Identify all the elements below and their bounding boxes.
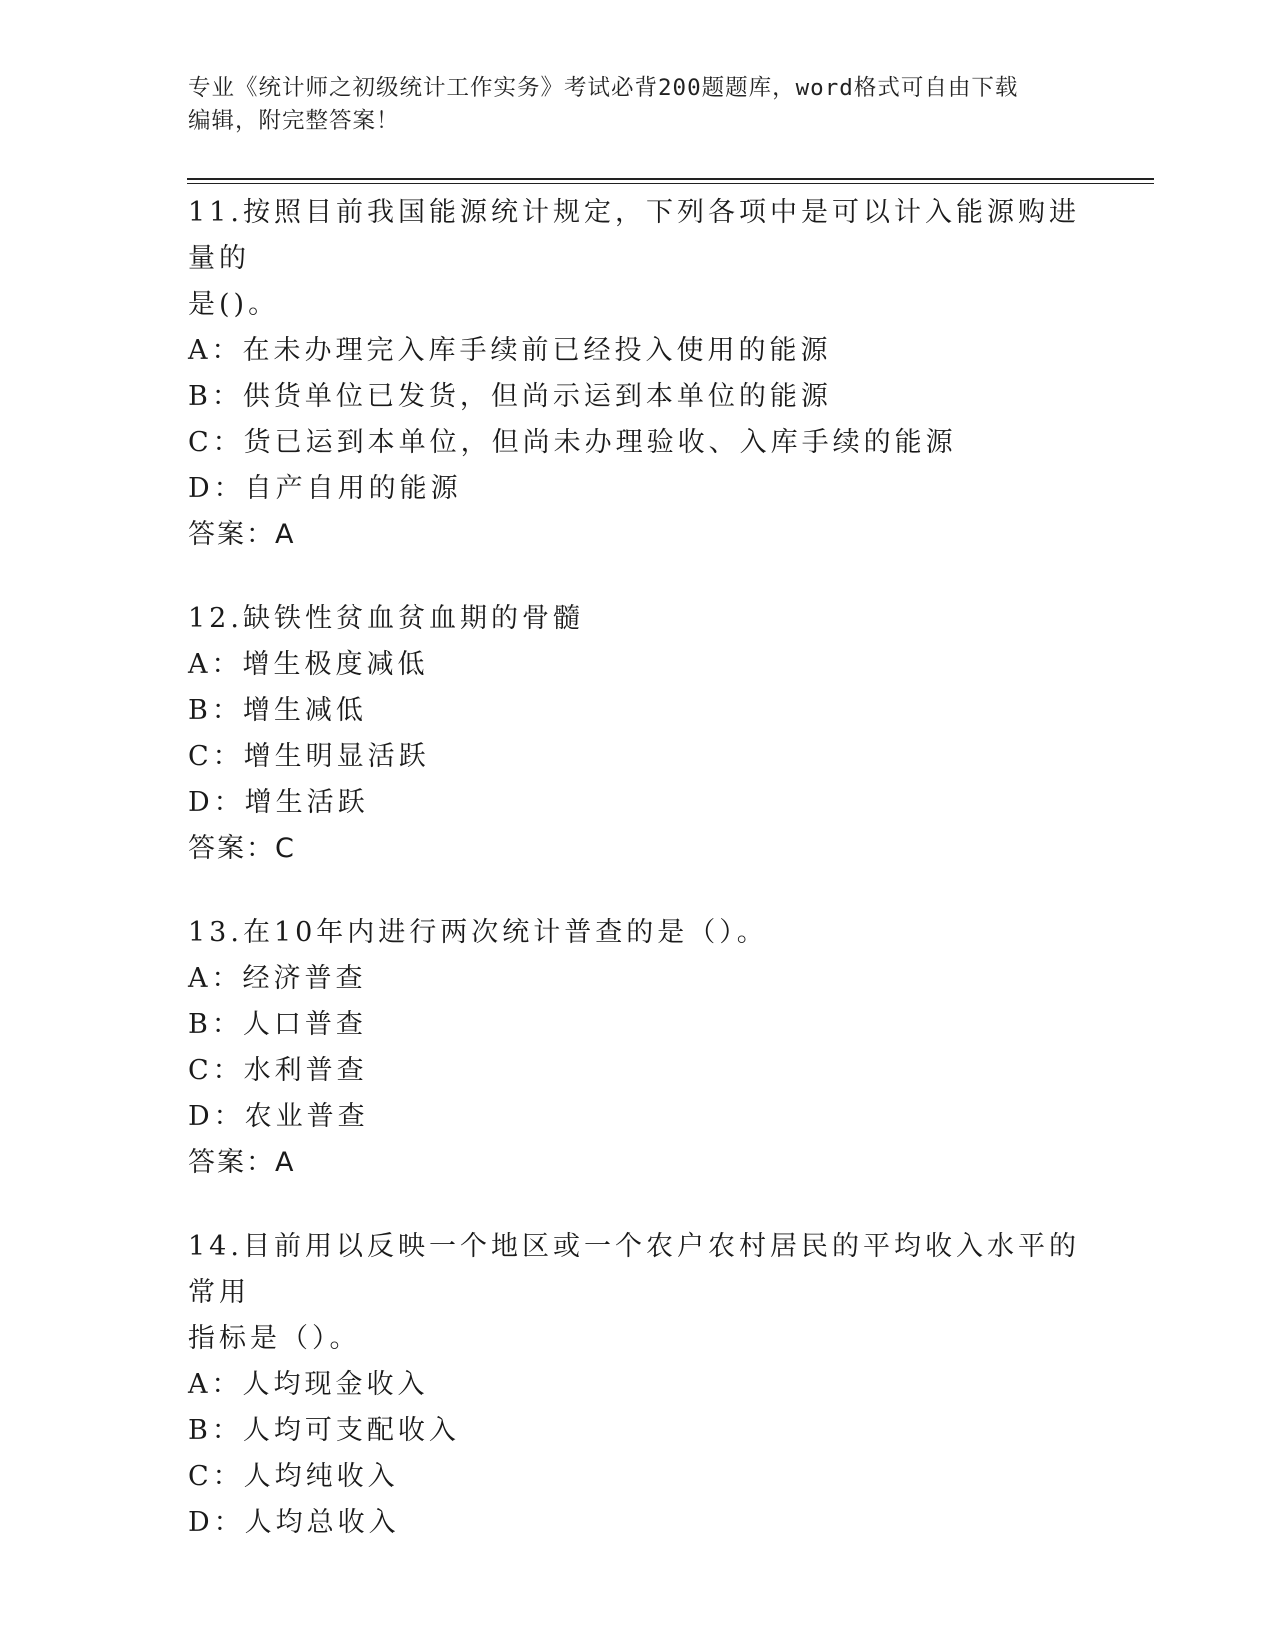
question-11 bbox=[188, 190, 1088, 558]
answer-text: 答案：A bbox=[188, 1147, 296, 1178]
question-stem bbox=[188, 596, 1088, 642]
option-c: C：人均纯收入 bbox=[188, 1461, 399, 1492]
question-12 bbox=[188, 596, 1088, 872]
question-13 bbox=[188, 910, 1088, 1186]
answer-text: 答案：A bbox=[188, 519, 296, 550]
header-divider-thin bbox=[187, 183, 1154, 184]
option-d: D：农业普查 bbox=[188, 1101, 369, 1132]
option-d: D：自产自用的能源 bbox=[188, 473, 462, 504]
option-d: D：增生活跃 bbox=[188, 787, 369, 818]
question-stem bbox=[188, 190, 1088, 328]
question-14 bbox=[188, 1224, 1088, 1546]
option-b: B：人口普查 bbox=[188, 1009, 367, 1040]
option-a: A：经济普查 bbox=[188, 963, 367, 994]
option-a: A：人均现金收入 bbox=[188, 1369, 429, 1400]
answer-text: 答案：C bbox=[188, 833, 296, 864]
question-stem-line: 11.按照目前我国能源统计规定，下列各项中是可以计入能源购进量的 bbox=[188, 197, 1080, 274]
option-b: B：供货单位已发货，但尚示运到本单位的能源 bbox=[188, 381, 832, 412]
header-line-2: 编辑，附完整答案！ bbox=[188, 108, 400, 134]
header-divider-thick bbox=[187, 178, 1154, 180]
question-stem bbox=[188, 910, 1088, 956]
option-c: C：水利普查 bbox=[188, 1055, 368, 1086]
option-a: A：增生极度减低 bbox=[188, 649, 429, 680]
option-b: B：增生减低 bbox=[188, 695, 367, 726]
option-a: A：在未办理完入库手续前已经投入使用的能源 bbox=[188, 335, 832, 366]
question-stem-line: 是()。 bbox=[188, 289, 280, 320]
document-header bbox=[188, 72, 1088, 138]
header-line-1: 专业《统计师之初级统计工作实务》考试必背200题题库，word格式可自由下载 bbox=[188, 75, 1019, 101]
option-c: C：货已运到本单位，但尚未办理验收、入库手续的能源 bbox=[188, 427, 957, 458]
question-stem-line: 指标是（）。 bbox=[188, 1323, 361, 1354]
question-stem-line: 14.目前用以反映一个地区或一个农户农村居民的平均收入水平的常用 bbox=[188, 1231, 1080, 1308]
option-c: C：增生明显活跃 bbox=[188, 741, 430, 772]
option-b: B：人均可支配收入 bbox=[188, 1415, 460, 1446]
question-list bbox=[188, 190, 1088, 1584]
question-stem-line: 13.在10年内进行两次统计普查的是（）。 bbox=[188, 917, 768, 948]
question-stem bbox=[188, 1224, 1088, 1362]
option-d: D：人均总收入 bbox=[188, 1507, 400, 1538]
question-stem-line: 12.缺铁性贫血贫血期的骨髓 bbox=[188, 603, 584, 634]
